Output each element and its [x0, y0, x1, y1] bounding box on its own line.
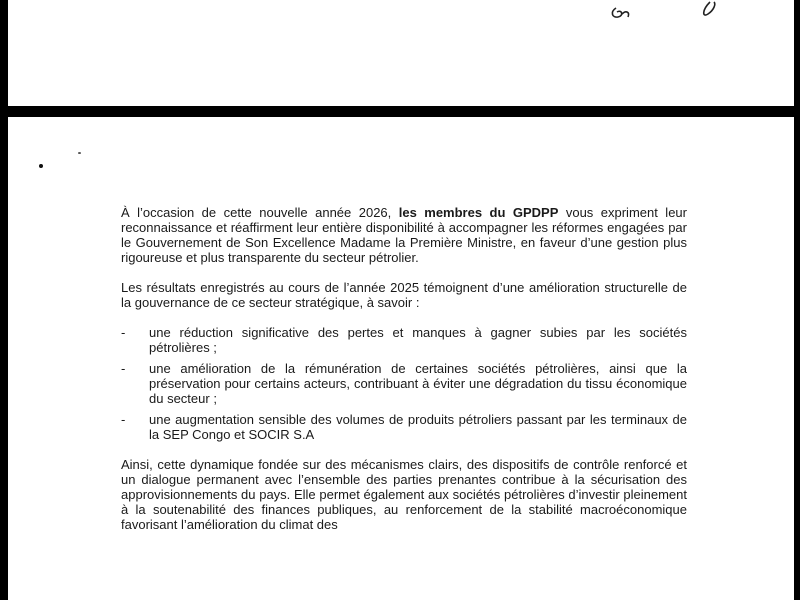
- bullet-dash: -: [121, 361, 126, 376]
- bullet-dash: -: [121, 325, 126, 340]
- intro-text-start: À l’occasion de cette nouvelle année 2026,: [121, 205, 399, 220]
- letter-body: [121, 205, 687, 547]
- list-item-text: une amélioration de la rémunération de certaines sociétés pétrolières, ainsi que la préservation pour certains acteurs, contribuant à éviter une dégradation du tissu économique du secteur ;: [149, 361, 687, 406]
- previous-page: [8, 0, 794, 106]
- intro-bold-text: les membres du GPDPP: [398, 205, 559, 220]
- document-page: [8, 117, 794, 600]
- list-item: [121, 361, 687, 406]
- intro-text-end: vous expriment leur reconnaissance et réaffirment leur entière disponibilité à accompagner les réformes engagées par le Gouvernement de Son Excellence Madame la Première Ministre, en faveur d’une gestion plus rigoureuse et plus transparente du secteur pétrolier.: [121, 205, 687, 265]
- handwritten-signature: [598, 0, 738, 26]
- conclusion-paragraph: Ainsi, cette dynamique fondée sur des mécanismes clairs, des dispositifs de contrôle renforcé et un dialogue permanent avec l’ensemble des parties prenantes contribue à la sécurisation des approvisionnements du pays. Elle permet également aux sociétés pétrolières d’investir pleinement à la soutenabilité des finances publiques, au renforcement de la stabilité macroéconomique favorisant l’amélioration du climat des: [121, 457, 687, 532]
- scan-speck: [78, 152, 81, 154]
- intro-paragraph: [121, 205, 687, 265]
- list-item: [121, 412, 687, 442]
- achievements-list: [121, 325, 687, 442]
- list-item-text: une augmentation sensible des volumes de produits pétroliers passant par les terminaux de la SEP Congo et SOCIR S.A: [149, 412, 687, 442]
- bullet-dash: -: [121, 412, 126, 427]
- scan-speck: [39, 164, 43, 168]
- results-paragraph: Les résultats enregistrés au cours de l’année 2025 témoignent d’une amélioration structurelle de la gouvernance de ce secteur stratégique, à savoir :: [121, 280, 687, 310]
- list-item: [121, 325, 687, 355]
- list-item-text: une réduction significative des pertes et manques à gagner subies par les sociétés pétrolières ;: [149, 325, 687, 355]
